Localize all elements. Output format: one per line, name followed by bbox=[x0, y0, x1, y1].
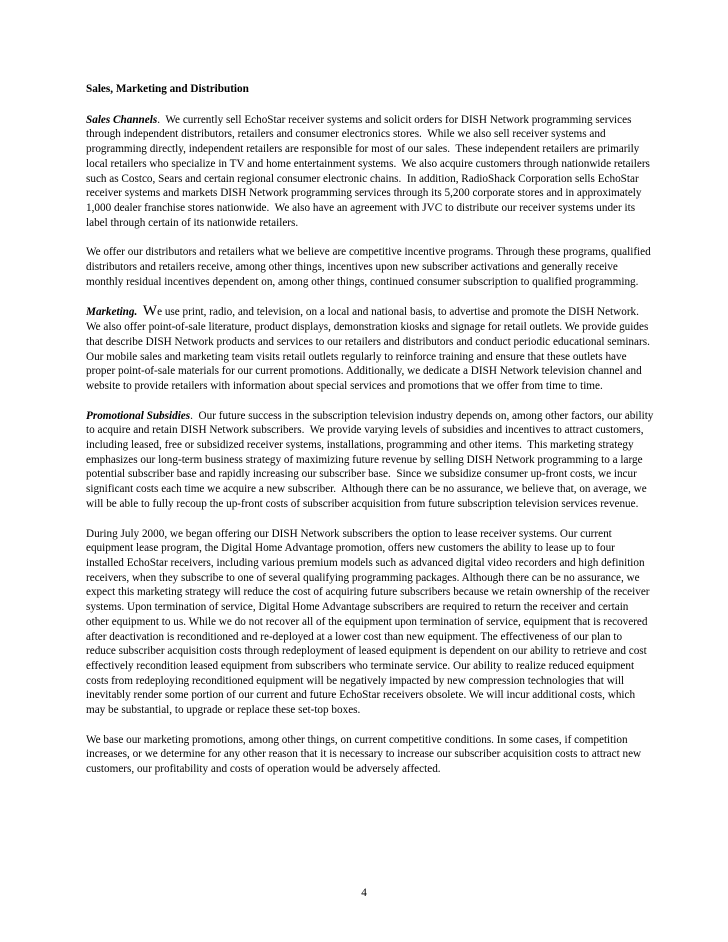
paragraph-incentives bbox=[86, 245, 654, 289]
paragraph-marketing bbox=[86, 304, 654, 393]
sales-channels-lead-punct: . bbox=[157, 113, 160, 126]
lease-program-text: During July 2000, we began offering our DISH Network subscribers the option to lease receiver systems. Our current equipment lease program, the Digital Home Advantage promotion, offers new customers the ability to lease up to four installed EchoStar receivers, including various premium models such as advanced digital video recorders and high definition receivers, when they subscribe to one of several qualifying programming packages. Although there can be no assurance, we expect this marketing strategy will reduce the cost of acquiring future subscribers because we retain ownership of the receiver systems. Upon termination of service, Digital Home Advantage subscribers are required to return the receiver and certain other equipment to us. While we do not recover all of the equipment upon termination of service, equipment that is recovered after deactivation is reconditioned and re-deployed at a lower cost than new equipment. The effectiveness of our plan to reduce subscriber acquisition costs through redeployment of leased equipment is dependent on our ability to retrieve and cost effectively recondition leased equipment from subscribers who terminate service. Our ability to realize reduced equipment costs from redeploying reconditioned equipment will be negatively impacted by new compression technologies that will inevitably render some portion of our current and future EchoStar receivers obsolete. We will incur additional costs, which may be substantial, to upgrade or replace these set-top boxes. bbox=[86, 527, 650, 717]
marketing-dropcap: W bbox=[142, 303, 158, 320]
sales-channels-text: We currently sell EchoStar receiver systems and solicit orders for DISH Network programming services through independent distributors, retailers and consumer electronics stores. While we also sell receiver systems and programming directly, independent retailers are responsible for most of our sales. These independent retailers are primarily local retailers who specialize in TV and home entertainment systems. We also acquire customers through nationwide retailers such as Costco, Sears and certain regional consumer electronic chains. In addition, RadioShack Corporation sells EchoStar receiver systems and markets DISH Network programming services through its 5,200 corporate stores and in approximately 1,000 dealer franchise stores nationwide. We also have an agreement with JVC to distribute our receiver systems under its label through certain of its nationwide retailers. bbox=[86, 113, 653, 229]
paragraph-promotional-subsidies bbox=[86, 409, 657, 512]
incentives-text: We offer our distributors and retailers what we believe are competitive incentive programs. Through these programs, qualified distributors and retailers receive, among other things, incentives upon new subscriber activations and generally receive monthly residual incentives dependent on, among other things, continued consumer subscription to qualified programming. bbox=[86, 246, 651, 288]
paragraph-sales-channels bbox=[86, 113, 654, 231]
promotional-subsidies-lead: Promotional Subsidies bbox=[86, 409, 191, 422]
document-page bbox=[86, 82, 657, 792]
competitive-conditions-text: We base our marketing promotions, among other things, on current competitive conditions. In some cases, if competition increases, or we determine for any other reason that it is necessary to increase our subscriber acquisition costs to attract new customers, our profitability and costs of operation would be adversely affected. bbox=[86, 733, 642, 776]
marketing-text: e use print, radio, and television, on a local and national basis, to advertise and promote the DISH Network. We also offer point-of-sale literature, product displays, demonstration kiosks and signage for retail outlets. We provide guides that describe DISH Network products and services to our retailers and distributors and conduct periodic educational seminars. Our mobile sales and marketing team visits retail outlets regularly to reinforce training and ensure that these outlets have proper point-of-sale materials for our current promotions. Additionally, we dedicate a DISH Network television channel and website to provide retailers with information about special services and promotions that we offer from time to time. bbox=[86, 306, 650, 392]
promotional-subsidies-text: Our future success in the subscription television industry depends on, among other factors, our ability to acquire and retain DISH Network subscribers. We provide varying levels of subsidies and incentives to attract customers, including leased, free or subsidized receiver systems, installations, programming and other items. This marketing strategy emphasizes our long-term business strategy of maximizing future revenue by selling DISH Network programming to a large potential subscriber base and rapidly increasing our subscriber base. Since we subsidize consumer up-front costs, we incur significant costs each time we acquire a new subscriber. Although there can be no assurance, we believe that, on average, we will be able to fully recoup the up-front costs of subscriber acquisition from future subscription television services revenue. bbox=[86, 409, 657, 510]
page-number: 4 bbox=[361, 887, 367, 899]
sales-channels-lead: Sales Channels bbox=[86, 113, 158, 126]
paragraph-competitive-conditions bbox=[86, 733, 654, 777]
paragraph-lease-program bbox=[86, 527, 654, 718]
section-heading: Sales, Marketing and Distribution bbox=[86, 83, 249, 95]
marketing-lead: Marketing. bbox=[86, 306, 138, 319]
promotional-subsidies-lead-punct: . bbox=[190, 409, 193, 422]
